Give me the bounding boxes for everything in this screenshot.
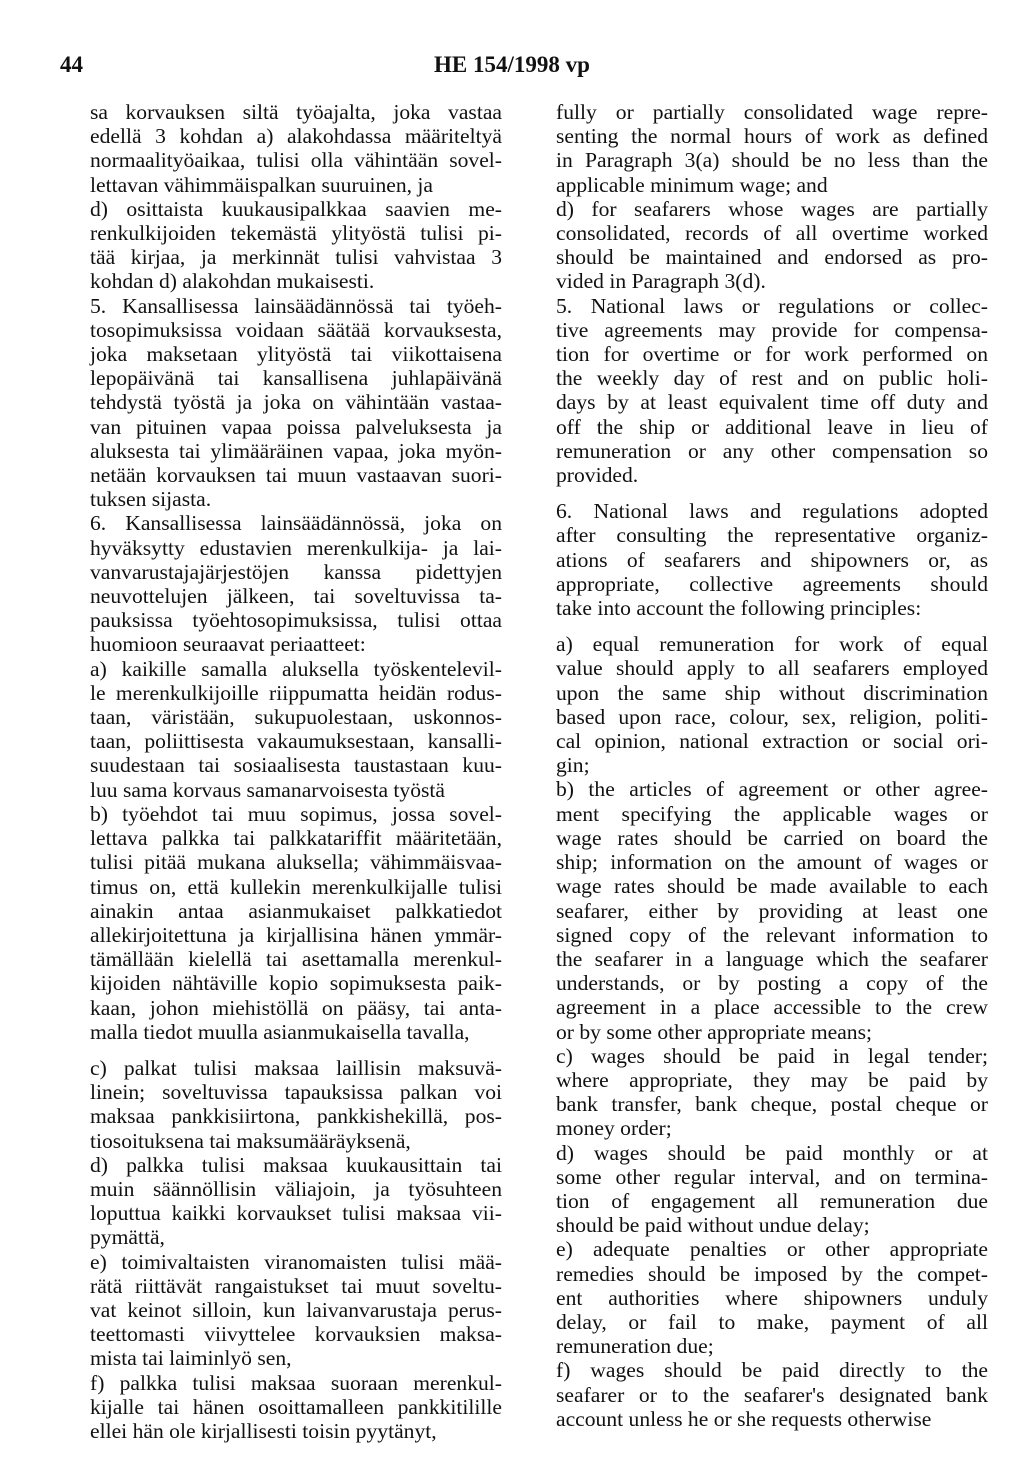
text-line: tehdystä työstä ja joka on vähintään vastaa-: [90, 390, 502, 415]
text-line: money order;: [556, 1116, 672, 1141]
text-line: van pituinen vapaa poissa palveluksesta ja: [90, 414, 502, 439]
text-line: taan, väristään, sukupuolestaan, uskonnos-: [90, 705, 502, 730]
text-line: sa korvauksen siltä työajalta, joka vastaa: [90, 100, 502, 124]
text-line: a) kaikille samalla aluksella työskentelevil-: [90, 656, 502, 681]
text-line: timus on, että kullekin merenkulkijalle tulisi: [90, 874, 502, 899]
text-line: vanvarustajajärjestöjen kanssa pidettyjen: [90, 559, 502, 584]
text-line: seafarer or to the seafarer's designated bank: [556, 1382, 988, 1407]
text-line: tiosoituksena tai maksumääräyksenä,: [90, 1128, 411, 1153]
text-line: tämällään kielellä tai asettamalla merenkul-: [90, 947, 502, 972]
text-line: aluksesta tai ylimääräinen vapaa, joka myön-: [90, 438, 502, 463]
text-line: tion of engagement all remuneration due: [556, 1188, 988, 1213]
text-line: ship; information on the amount of wages or: [556, 850, 988, 875]
text-line: lettava palkka tai palkkatariffit määritetään,: [90, 826, 502, 851]
text-line: fully or partially consolidated wage repre-: [556, 100, 988, 124]
text-line: days by at least equivalent time off duty and: [556, 390, 988, 415]
text-line: appropriate, collective agreements should: [556, 571, 988, 596]
text-line: or by some other appropriate means;: [556, 1019, 873, 1044]
paragraph-gap: [556, 487, 988, 499]
text-line: d) palkka tulisi maksaa kuukausittain tai: [90, 1152, 502, 1177]
text-line: remuneration due;: [556, 1334, 714, 1359]
text-line: ellei hän ole kirjallisesti toisin pyytänyt,: [90, 1418, 437, 1443]
text-line: gin;: [556, 753, 590, 778]
text-line: e) toimivaltaisten viranomaisten tulisi mää-: [90, 1249, 502, 1274]
text-line: provided.: [556, 463, 639, 488]
text-line: the weekly day of rest and on public holi-: [556, 366, 988, 391]
text-line: kijoiden nähtäville kopio sopimuksesta paik-: [90, 971, 502, 996]
paragraph-gap: [556, 620, 988, 632]
text-line: b) the articles of agreement or other agree-: [556, 777, 988, 802]
text-line: bank transfer, bank cheque, postal cheque or: [556, 1092, 988, 1117]
text-line: some other regular interval, and on termina-: [556, 1164, 988, 1189]
text-line: le merenkulkijoille riippumatta heidän rodus-: [90, 680, 502, 705]
text-line: understands, or by posting a copy of the: [556, 971, 988, 996]
right-column-english: [556, 100, 988, 1431]
text-line: maksaa pankkisiirtona, pankkishekillä, pos-: [90, 1104, 502, 1129]
text-line: 6. National laws and regulations adopted: [556, 499, 988, 524]
text-line: normaalityöaikaa, tulisi olla vähintään sovel-: [90, 148, 502, 173]
text-line: linein; soveltuvissa tapauksissa palkan voi: [90, 1080, 502, 1105]
document-title: HE 154/1998 vp: [434, 52, 590, 77]
text-line: 6. Kansallisessa lainsäädännössä, joka on: [90, 511, 502, 536]
text-line: tion for overtime or for work performed on: [556, 342, 988, 367]
text-line: agreement in a place accessible to the crew: [556, 995, 988, 1020]
text-line: kijalle tai hänen osoittamalleen pankkitilille: [90, 1394, 502, 1419]
text-line: lettavan vähimmäispalkan suuruinen, ja: [90, 172, 434, 197]
text-line: based upon race, colour, sex, religion, politi-: [556, 704, 988, 729]
text-line: netään korvauksen tai muun vastaavan suori-: [90, 463, 502, 488]
text-line: the seafarer in a language which the seafarer: [556, 946, 988, 971]
text-line: cal opinion, national extraction or social ori-: [556, 729, 988, 754]
text-line: neuvottelujen jälkeen, tai soveltuvissa ta-: [90, 584, 502, 609]
text-line: rätä riittävät rangaistukset tai muut soveltu-: [90, 1273, 502, 1298]
text-line: joka maksetaan ylityöstä tai viikottaisena: [90, 342, 502, 367]
text-line: ainakin antaa asianmukaiset palkkatiedot: [90, 898, 502, 923]
text-line: take into account the following principles:: [556, 596, 922, 621]
text-line: should be maintained and endorsed as pro-: [556, 245, 988, 270]
text-line: renkulkijoiden tekemästä ylityöstä tulisi pi-: [90, 221, 502, 246]
text-line: seafarer, either by providing at least one: [556, 898, 988, 923]
text-line: where appropriate, they may be paid by: [556, 1067, 988, 1092]
text-line: loputtua kaikki korvaukset tulisi maksaa vii-: [90, 1201, 502, 1226]
text-line: c) palkat tulisi maksaa laillisin maksuvä-: [90, 1055, 502, 1080]
text-line: signed copy of the relevant information to: [556, 922, 988, 947]
text-line: consolidated, records of all overtime worked: [556, 221, 988, 246]
text-line: luu sama korvaus samanarvoisesta työstä: [90, 777, 446, 802]
text-line: tuksen sijasta.: [90, 487, 212, 512]
text-line: delay, or fail to make, payment of all: [556, 1309, 988, 1334]
text-line: kohdan d) alakohdan mukaisesti.: [90, 269, 375, 294]
text-line: ations of seafarers and shipowners or, as: [556, 547, 988, 572]
text-line: c) wages should be paid in legal tender;: [556, 1043, 988, 1068]
left-column-finnish: [90, 100, 502, 1443]
text-line: tosopimuksissa voidaan säätää korvauksesta,: [90, 317, 502, 342]
text-line: f) wages should be paid directly to the: [556, 1358, 988, 1383]
text-line: malla tiedot muulla asianmukaisella tavalla,: [90, 1019, 470, 1044]
text-line: value should apply to all seafarers employed: [556, 656, 988, 681]
text-line: in Paragraph 3(a) should be no less than the: [556, 148, 988, 173]
text-line: applicable minimum wage; and: [556, 172, 828, 197]
text-line: taan, poliittisesta vakaumuksestaan, kansalli-: [90, 729, 502, 754]
text-line: after consulting the representative organiz-: [556, 523, 988, 548]
text-line: ment specifying the applicable wages or: [556, 801, 988, 826]
text-line: tive agreements may provide for compensa-: [556, 317, 988, 342]
text-line: tulisi pitää mukana aluksella; vähimmäisvaa-: [90, 850, 502, 875]
text-line: account unless he or she requests otherwise: [556, 1406, 932, 1431]
text-line: d) osittaista kuukausipalkkaa saavien me-: [90, 196, 502, 221]
text-line: lepopäivänä tai kansallisena juhlapäivänä: [90, 366, 502, 391]
text-line: kaan, johon miehistöllä on pääsy, tai anta-: [90, 995, 502, 1020]
text-line: d) wages should be paid monthly or at: [556, 1140, 988, 1165]
text-line: 5. Kansallisessa lainsäädännössä tai työeh-: [90, 293, 502, 318]
text-line: allekirjoitettuna ja kirjallisina hänen ymmär-: [90, 922, 502, 947]
text-line: wage rates should be carried on board the: [556, 825, 988, 850]
text-line: muin säännöllisin väliajoin, ja työsuhteen: [90, 1176, 502, 1201]
paragraph-gap: [90, 1044, 502, 1056]
text-line: wage rates should be made available to each: [556, 874, 988, 899]
text-line: should be paid without undue delay;: [556, 1213, 870, 1238]
text-line: remuneration or any other compensation so: [556, 438, 988, 463]
text-line: teettomasti viivyttelee korvauksien maksa-: [90, 1322, 502, 1347]
text-line: huomioon seuraavat periaatteet:: [90, 632, 366, 657]
text-line: remedies should be imposed by the compet-: [556, 1261, 988, 1286]
text-line: 5. National laws or regulations or collec-: [556, 293, 988, 318]
text-line: d) for seafarers whose wages are partially: [556, 196, 988, 221]
text-line: edellä 3 kohdan a) alakohdassa määriteltyä: [90, 124, 502, 149]
text-line: pymättä,: [90, 1225, 165, 1250]
text-line: f) palkka tulisi maksaa suoraan merenkul-: [90, 1370, 502, 1395]
text-line: b) työehdot tai muu sopimus, jossa sovel-: [90, 801, 502, 826]
text-line: a) equal remuneration for work of equal: [556, 632, 988, 657]
text-line: off the ship or additional leave in lieu of: [556, 414, 988, 439]
text-line: vided in Paragraph 3(d).: [556, 269, 766, 294]
text-line: pauksissa työehtosopimuksissa, tulisi ottaa: [90, 608, 502, 633]
text-line: hyväksytty edustavien merenkulkija- ja lai-: [90, 535, 502, 560]
text-line: tää kirjaa, ja merkinnät tulisi vahvistaa 3: [90, 245, 502, 270]
page-number: 44: [60, 52, 83, 77]
text-line: senting the normal hours of work as defined: [556, 124, 988, 149]
text-line: mista tai laiminlyö sen,: [90, 1346, 292, 1371]
text-line: suudestaan tai sosiaalisesta taustastaan kuu-: [90, 753, 502, 778]
text-line: upon the same ship without discrimination: [556, 680, 988, 705]
text-line: ent authorities where shipowners unduly: [556, 1285, 988, 1310]
text-line: vat keinot silloin, kun laivanvarustaja perus-: [90, 1297, 502, 1322]
text-line: e) adequate penalties or other appropriate: [556, 1237, 988, 1262]
